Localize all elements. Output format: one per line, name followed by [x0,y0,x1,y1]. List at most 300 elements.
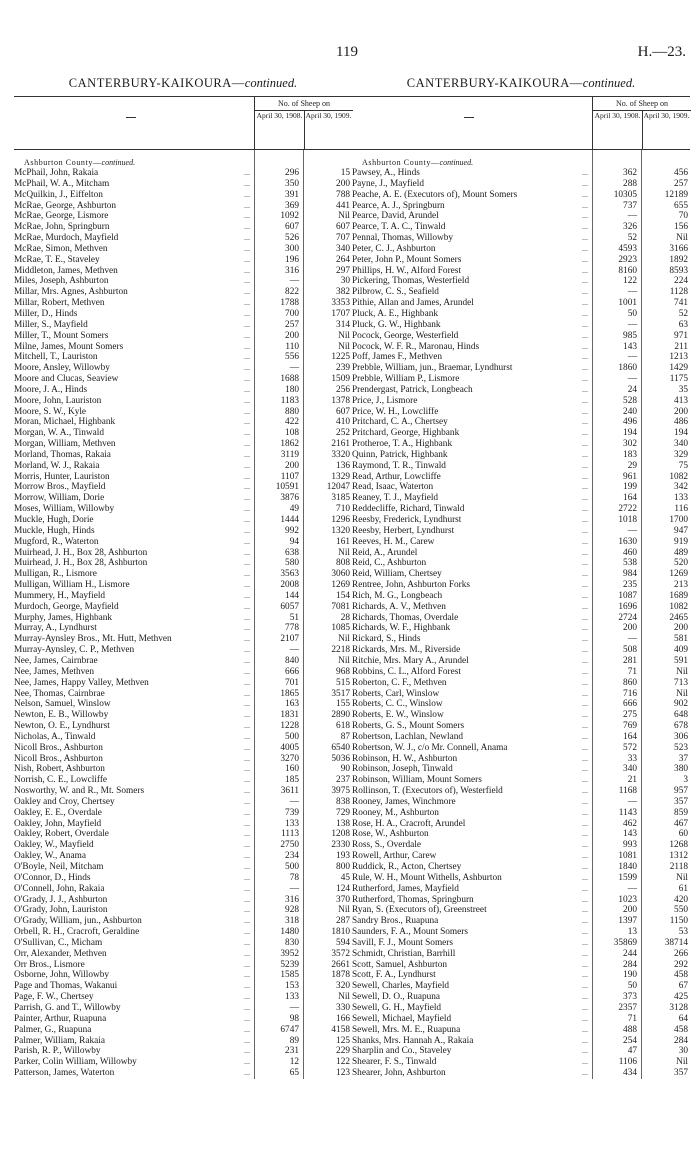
leader-dots: ... [244,1013,250,1023]
sheep-1909: 200 [336,178,350,189]
leader-dots: ... [244,699,250,709]
table-row [14,396,352,407]
sheep-1909: 902 [674,699,688,710]
owner-name: Pilbrow, C. S., Seafield [352,287,439,298]
sheep-1908: 2724 [618,612,637,623]
owner-name: Moore, John, Lauriston [14,395,102,406]
leader-dots: ... [582,959,588,969]
sheep-1909: 808 [336,558,350,569]
sheep-1909: 200 [674,406,688,417]
leader-dots: ... [244,341,250,351]
sheep-1908: 880 [285,406,299,417]
owner-name: Moore and Clucas, Seaview [14,374,119,385]
sheep-1909: 3128 [669,1002,688,1013]
owner-name: Morland, W. J., Rakaia [14,460,100,471]
sheep-1908: 122 [623,276,637,287]
leader-dots: ... [582,981,588,991]
leader-dots: ... [582,265,588,275]
sheep-1909: 1810 [331,927,350,938]
sheep-1908: — [289,645,299,656]
sheep-1909: 264 [336,254,350,265]
leader-dots: ... [582,677,588,687]
leader-dots: ... [244,515,250,524]
table-row [352,417,690,428]
sheep-1909: 1329 [331,471,350,482]
year-1909-header: April 30, 1909. [643,111,690,120]
leader-dots: ... [582,417,588,427]
leader-dots: ... [582,1024,588,1034]
table-row [352,504,690,515]
table-row [352,884,690,895]
table-row [352,678,690,689]
owner-name: Robertson, Lachlan, Newland [352,731,464,742]
table-row [14,504,352,515]
owner-name: Rutherford, James, Mayfield [352,883,459,894]
sheep-1908: 89 [289,1035,299,1046]
owner-name: Read, Isaac, Waterton [352,482,434,493]
owner-name: Shanks, Mrs. Hannah A., Rakaia [352,1035,474,1046]
owner-name: Reeves, H. M., Carew [352,536,435,547]
sheep-1908: 200 [285,330,299,341]
page-number: 119 [336,44,358,60]
owner-name: Nee, James, Cairnbrae [14,655,98,666]
sheep-1908: 254 [623,1035,637,1046]
sheep-1909: Nil [338,330,350,341]
table-row [14,515,352,526]
sheep-1908: — [289,1002,299,1013]
table-row [352,244,690,255]
sheep-1908: 50 [627,308,637,319]
leader-dots: ... [244,178,250,188]
owner-name: Mulligan, William H., Lismore [14,580,130,591]
table-row [14,1014,352,1025]
sheep-1908: 716 [623,688,637,699]
leader-dots: ... [244,796,250,806]
table-row [14,667,352,678]
sheep-1909: 340 [336,243,350,254]
table-row [352,309,690,320]
table-row [14,255,352,266]
sheep-1909: 252 [336,428,350,439]
sheep-1908: 984 [623,569,637,580]
left-column [14,76,352,1079]
table-row [14,591,352,602]
owner-name: Reesby, Frederick, Lyndhurst [352,515,462,525]
table-row [14,548,352,559]
sheep-1908: 133 [285,818,299,829]
table-row [352,493,690,504]
sheep-1909: 37 [678,753,688,764]
leader-dots: ... [244,395,250,405]
sheep-1909: 1128 [669,287,688,298]
sheep-1909: 380 [674,764,688,775]
leader-dots: ... [582,872,588,882]
sheep-1908: — [627,883,637,894]
leader-dots: ... [582,525,588,535]
owner-name: Mummery, H., Mayfield [14,590,106,601]
owner-name: Morgan, W. A., Tinwald [14,428,104,439]
leader-dots: ... [244,308,250,318]
owner-name: Parrish, G. and T., Willowby [14,1002,121,1013]
leader-dots: ... [582,515,588,524]
leader-dots: ... [582,937,588,947]
sheep-1908: 2750 [280,840,299,851]
sheep-1908: 961 [623,471,637,482]
leader-dots: ... [244,645,250,655]
sheep-1909: 213 [674,580,688,591]
table-row [14,201,352,212]
leader-dots: ... [582,688,588,698]
sheep-1908: 1106 [618,1057,637,1068]
sheep-1908: 133 [285,992,299,1003]
owner-name: O'Sullivan, C., Micham [14,937,103,948]
table-row [352,840,690,851]
sheep-1909: 161 [336,536,350,547]
rows-right [352,168,690,1079]
table-row [352,862,690,873]
owner-name: Patterson, James, Waterton [14,1068,115,1079]
table-row [14,970,352,981]
sheep-1908: 110 [285,341,299,352]
leader-dots: ... [582,590,588,600]
sheep-1909: 741 [674,298,688,309]
sheep-1908: 108 [285,428,299,439]
table-row [14,905,352,916]
owner-name: McRae, George, Ashburton [14,200,117,211]
table-row [14,320,352,331]
sheep-1909: 1208 [331,829,350,840]
owner-name: Ritchie, Mrs. Mary A., Arundel [352,655,469,666]
sheep-1909: 284 [674,1035,688,1046]
sheep-1909: 306 [674,731,688,742]
sheep-1908: 528 [623,395,637,406]
table-row [352,775,690,786]
leader-dots: ... [582,992,588,1002]
leader-dots: ... [244,948,250,958]
sheep-1908: 1862 [280,439,299,450]
sheep-1908: 284 [623,959,637,970]
sheep-1908: 3611 [280,786,299,797]
leader-dots: ... [582,710,588,720]
sheep-1909: 1082 [669,471,688,482]
sheep-1909: 425 [674,992,688,1003]
leader-dots: ... [582,330,588,340]
sheep-1908: 1087 [618,590,637,601]
owner-name: Reid, A., Arundel [352,547,418,558]
sheep-1909: 12047 [326,482,350,493]
owner-name: Miller, T., Mount Somers [14,330,109,341]
leader-dots: ... [582,482,588,492]
leader-dots: ... [582,406,588,416]
sheep-1909: 3060 [331,569,350,580]
owner-name: Sewell, D. O., Ruapuna [352,992,441,1003]
sheep-1909: 523 [674,742,688,753]
sheep-1908: 316 [285,265,299,276]
leader-dots: ... [244,883,250,893]
table-row [14,927,352,938]
leader-dots: ... [244,319,250,329]
table-row [14,689,352,700]
sheep-1909: Nil [338,547,350,558]
sheep-1908: 163 [285,699,299,710]
sheep-1908: 275 [623,710,637,721]
sheep-1909: Nil [676,233,688,244]
table-row [352,352,690,363]
sheep-1908: 422 [285,417,299,428]
owner-name: Pocock, W. F. R., Maronau, Hinds [352,341,480,352]
table-row [352,342,690,353]
leader-dots: ... [244,1024,250,1034]
table-row [352,613,690,624]
sheep-1908: 340 [623,764,637,775]
owner-name: Oakley, Robert, Overdale [14,829,109,840]
leader-dots: ... [244,905,250,915]
sheep-1909: 678 [674,721,688,732]
owner-name: Phillips, H. W., Alford Forest [352,265,461,276]
sheep-1909: 63 [678,319,688,330]
owner-name: Pearce, T. A. C., Tinwald [352,222,446,233]
leader-dots: ... [244,937,250,947]
leader-dots: ... [244,840,250,850]
owner-name: Reid, C., Ashburton [352,558,427,569]
owner-name: Oakley and Croy, Chertsey [14,796,115,807]
leader-dots: ... [244,1057,250,1067]
leader-dots: ... [244,959,250,969]
leader-dots: ... [244,677,250,687]
table-row [14,558,352,569]
table-row [14,1025,352,1036]
sheep-label: No. of Sheep on [255,97,353,111]
owner-name: Robinson, William, Mount Somers [352,775,482,786]
sheep-1909: Nil [338,655,350,666]
table-row [14,721,352,732]
sheep-1908: 1183 [280,395,299,406]
sheep-1909: 1175 [669,374,688,385]
owner-name: Sharplin and Co., Staveley [352,1046,452,1057]
table-row [14,992,352,1003]
sheep-1908: 580 [285,558,299,569]
owner-name: Shearer, F. S., Tinwald [352,1057,437,1068]
sheep-1908: 194 [623,428,637,439]
owner-name: Osborne, John, Willowby [14,970,110,981]
table-header [352,96,690,150]
owner-name: Moore, S. W., Kyle [14,406,87,417]
leader-dots: ... [244,688,250,698]
leader-dots: ... [244,504,250,514]
table-row [352,548,690,559]
table-row [352,537,690,548]
table-row [352,667,690,678]
table-row [14,656,352,667]
table-row [352,829,690,840]
sheep-1909: 3517 [331,688,350,699]
table-row [14,884,352,895]
table-row [14,439,352,450]
sheep-1908: 160 [285,764,299,775]
sheep-1908: 50 [627,981,637,992]
leader-dots: ... [244,927,250,937]
sheep-1908: 78 [289,872,299,883]
owner-name: Robinson, H. W., Ashburton [352,753,458,764]
leader-dots: ... [582,460,588,470]
page-reference: H.—23. [637,44,686,60]
table-row [14,938,352,949]
leader-dots: ... [582,178,588,188]
sheep-1909: Nil [338,992,350,1003]
sheep-1908: 488 [623,1024,637,1035]
owner-name: Mulligan, R., Lismore [14,569,97,580]
sheep-1909: 707 [336,233,350,244]
sheep-1909: 64 [678,1013,688,1024]
sheep-1908: 52 [627,233,637,244]
table-row [352,873,690,884]
owner-name: O'Connor, D., Hinds [14,872,91,883]
table-row [352,645,690,656]
table-row [352,190,690,201]
sheep-1909: 116 [674,504,688,515]
sheep-1908: 143 [623,829,637,840]
sheep-1908: — [289,363,299,374]
leader-dots: ... [582,948,588,958]
leader-dots: ... [244,710,250,720]
leader-dots: ... [244,439,250,449]
owner-name: Peter, John P., Mount Somers [352,254,462,265]
sheep-1909: 297 [336,265,350,276]
table-row [352,797,690,808]
sheep-1909: 713 [674,677,688,688]
table-body [14,150,352,1079]
sheep-1908: 1688 [280,374,299,385]
owner-name: Rutherford, Thomas, Springburn [352,894,474,905]
sheep-1908: — [627,525,637,536]
sheep-1908: 98 [289,1013,299,1024]
table-row [352,428,690,439]
sheep-1909: 591 [674,655,688,666]
leader-dots: ... [582,363,588,373]
table-row [352,201,690,212]
sheep-1909: 211 [674,341,688,352]
sheep-1909: 458 [674,970,688,981]
leader-dots: ... [244,287,250,297]
table-row [14,331,352,342]
leader-dots: ... [244,1002,250,1012]
sheep-1909: 30 [678,1046,688,1057]
leader-dots: ... [582,753,588,763]
table-row [352,764,690,775]
sheep-1908: 638 [285,547,299,558]
leader-dots: ... [244,536,250,546]
owner-name: Sewell, Mrs. M. E., Ruapuna [352,1024,461,1035]
sheep-1909: 38714 [664,937,688,948]
sheep-1909: 87 [340,731,350,742]
table-row [352,569,690,580]
sheep-1909: 357 [674,1068,688,1079]
sheep-1908: 199 [623,482,637,493]
table-row [14,862,352,873]
table-row [352,732,690,743]
table-row [14,1003,352,1014]
owner-name: Nee, James, Methven [14,666,95,677]
sheep-1908: 1092 [280,211,299,222]
table-row [352,515,690,526]
table-row [14,895,352,906]
leader-dots: ... [582,796,588,806]
owner-name: Reaney, T. J., Mayfield [352,493,439,504]
leader-dots: ... [244,818,250,828]
table-row [352,450,690,461]
sheep-1908: 240 [623,406,637,417]
sheep-1909: Nil [338,211,350,222]
sheep-1908: 1023 [618,894,637,905]
sheep-1908: 29 [627,460,637,471]
owner-name: Parker, Colin William, Willowby [14,1057,137,1068]
sheep-1908: 2923 [618,254,637,265]
right-column [352,76,690,1079]
name-column-dash [464,117,474,118]
leader-dots: ... [582,970,588,980]
table-row [14,190,352,201]
owner-name: Rose, H. A., Cracroft, Arundel [352,818,466,829]
sheep-1909: 2330 [331,840,350,851]
leader-dots: ... [244,384,250,394]
sheep-1909: 154 [336,590,350,601]
table-row [352,710,690,721]
sheep-1908: 739 [285,807,299,818]
owner-name: McPhail, W. A., Mitcham [14,178,110,189]
owner-name: Moran, Michael, Highbank [14,417,116,428]
sheep-1908: 769 [623,721,637,732]
owner-name: Page, F. W., Chertsey [14,992,94,1003]
sheep-1908: 666 [623,699,637,710]
table-row [352,905,690,916]
sheep-1908: 1018 [618,515,637,525]
table-row [14,472,352,483]
sheep-1909: 124 [336,883,350,894]
leader-dots: ... [244,764,250,774]
leader-dots: ... [582,601,588,611]
owner-name: O'Connell, John, Rakaia [14,883,105,894]
leader-dots: ... [582,1068,588,1078]
sheep-1909: 30 [340,276,350,287]
leader-dots: ... [244,352,250,362]
year-1908-header: April 30, 1908. [255,111,305,149]
table-row [352,851,690,862]
sheep-1908: 2722 [618,504,637,515]
leader-dots: ... [244,742,250,752]
leader-dots: ... [582,211,588,221]
leader-dots: ... [582,1046,588,1056]
sheep-1908: 462 [623,818,637,829]
owner-name: Norrish, C. E., Lowcliffe [14,775,108,786]
leader-dots: ... [582,233,588,243]
table-row [14,482,352,493]
sheep-1908: 3119 [280,449,299,460]
sheep-1909: 1269 [669,569,688,580]
owner-name: Orr, Alexander, Methven [14,948,107,959]
sheep-1909: 15 [340,168,350,178]
table-row [14,981,352,992]
owner-name: Roberts, G. S., Mount Somers [352,721,465,732]
table-row [352,721,690,732]
leader-dots: ... [582,1013,588,1023]
leader-dots: ... [244,916,250,926]
leader-dots: ... [582,384,588,394]
table-row [14,211,352,222]
table-body [352,150,690,1079]
owner-name: Read, Arthur, Lowcliffe [352,471,441,482]
owner-name: Morland, Thomas, Rakaia [14,449,111,460]
owner-name: Pearce, David, Arundel [352,211,439,222]
